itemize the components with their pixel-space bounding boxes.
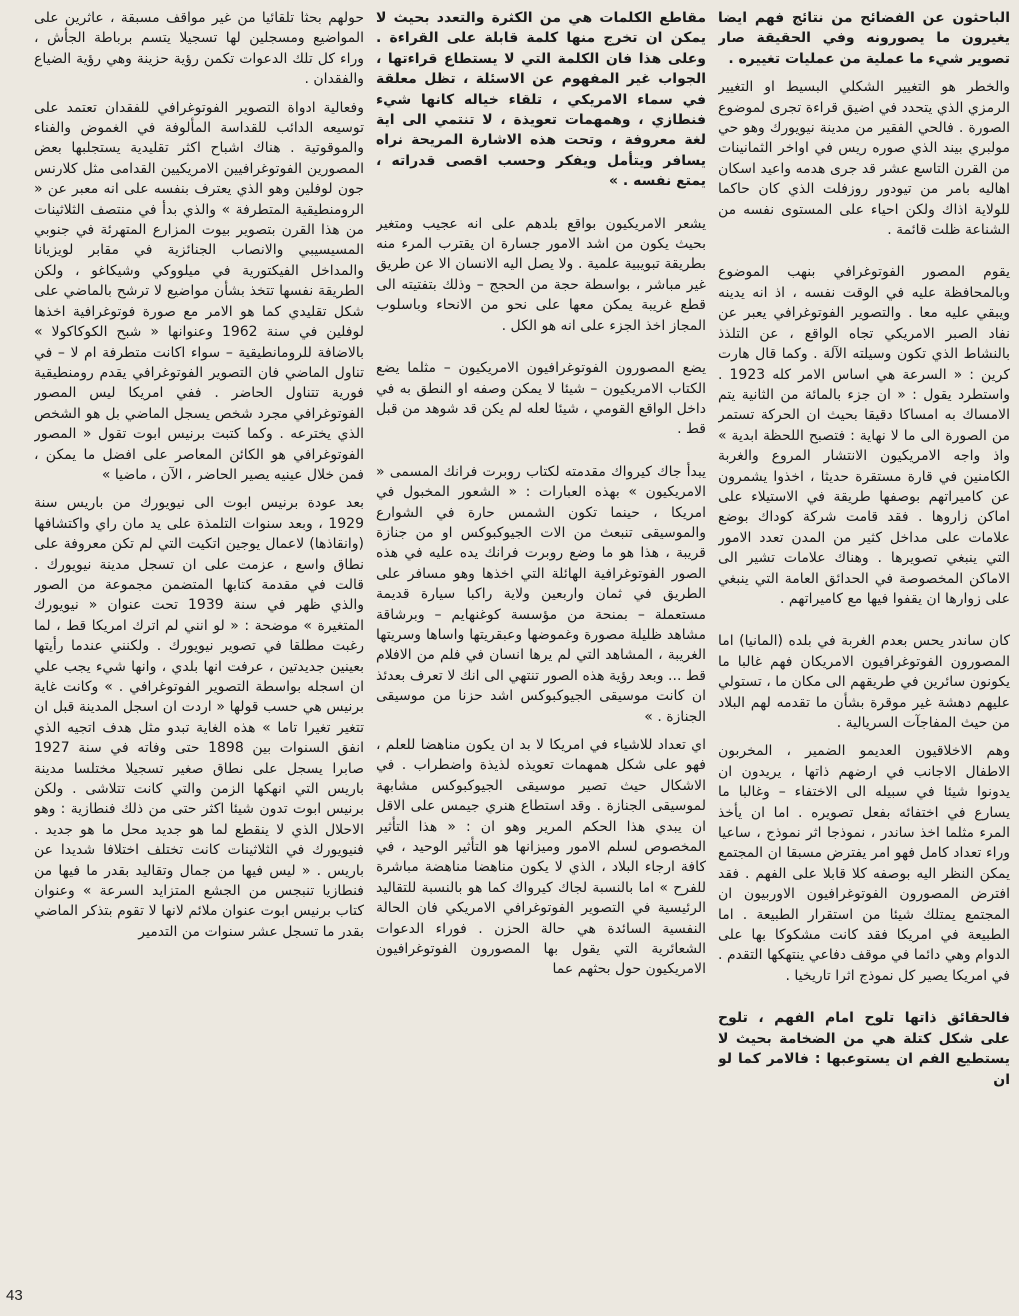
paragraph: كان ساندر يحس بعدم الغربة في بلده (المانيا) اما المصورون الفوتوغرافيون الامريكان فهم غالبا ما يكونون سائرين في طريقهم الى مكان ما ، تستولي عليهم دهشة غير موقرة بشأن ما تقدمه لهم البلاد من حيث المفاجآت السريالية . — [718, 633, 1010, 731]
text-column-left — [34, 8, 364, 1278]
paragraph: والخطر هو التغيير الشكلي البسيط او التغيير الرمزي الذي يتحدد في اضيق قراءة تجرى لموضوع الصورة . فالحي الفقير من مدينة نيويورك وهو حي مولبري بيند الذي صوره ريس في اواخر الثمانينات من القرن التاسع عشر قد جرى هدمه واعيد اسكان اهاليه بامر من تيودور روزفلت الذي كان حاكما للولاية اذاك ولكن احياء على المستوى نفسه من الشناعة ظلت قائمة . — [718, 79, 1010, 239]
paragraph: اي تعداد للاشياء في امريكا لا بد ان يكون مناهضا للعلم ، فهو على شكل همهمات تعويذه لذيذة واضطراب . في الاشكال حيث تصير موسيقى الجيوكبوكس مشابهة لموسيقى الجنازة . وقد استطاع هنري جيمس على الاقل ان يبدي هذا الحكم المرير وهو ان : « هذا التأثير المخصوص لسلم الامور وميزانها هو التأثير الوحيد ، في كافة ارجاء البلاد ، الذي لا يكون مناهضا مناهضة مباشرة للفرح » اما بالنسبة لجاك كيرواك كما هو بالنسبة للتقاليد الرئيسية في التصوير الفوتوغرافي الامريكي فان الحالة النفسية السائدة هي حالة الحزن . فوراء الدعوات الشعائرية التي يقول بها المصورون الفوتوغرافيون الامريكيون حول بحثهم عما — [376, 737, 706, 978]
text-column-middle — [376, 8, 706, 1308]
paragraph: يشعر الامريكيون بواقع بلدهم على انه عجيب ومتغير بحيث يكون من اشد الامور جسارة ان يقترب المرء منه بطريقة تبويبية علمية . ولا يصل اليه الانسان الا عن طريق غير مباشر ، بواسطة حجة من الحجج – وذلك بتفتيته الى قطع غريبة يمكن معها على نحو من الانحاء وباسلوب المجاز اخذ الجزء على انه هو الكل . — [376, 215, 706, 334]
paragraph: الباحثون عن الفضائح من نتائج فهم ايضا يغيرون ما يصورونه وفي الحقيقة صار تصوير شيء ما عملية من عمليات تغييره . — [718, 10, 1010, 67]
paragraph: بعد عودة برنيس ابوت الى نيويورك من باريس سنة 1929 ، وبعد سنوات التلمذة على يد مان راي واكتشافها (وانقاذها) لاعمال يوجين اتكيت التي لم تكن معروفة على نطاق واسع ، عزمت على ان تسجل مدينة نيويورك . قالت في مقدمة كتابها المتضمن مجموعة من الصور والذي ظهر في سنة 1939 تحت عنوان « نيويورك المتغيرة » موضحة : « لو انني لم اترك امريكا قط ، لما رغبت مطلقا في تصوير نيويورك . ولكنني عندما رأيتها بعينين جديدتين ، عرفت انها بلدي ، وانها شيء يجب علي ان اسجله بواسطة التصوير الفوتوغرافي . » وكانت غاية برنيس هي حسب قولها « اردت ان اسجل المدينة قبل ان تتغير تغيرا تاما » هذه الغاية تبدو مثل هدف اتجيه الذي انفق السنوات بين 1898 حتى وفاته في سنة 1927 صابرا يسجل على نطاق صغير تسجيلا مختلسا مدينة باريس التي انهكها الزمن والتي كانت تتلاشى . ولكن برنيس ابوت تدون شيئا اكثر حتى من ذلك فنطازية : وهو الاحلال الذي لا ينقطع لما هو جديد محل ما هو جديد . فنيويورك في الثلاثينات كانت تختلف اختلافا شديدا عن باريس . « ليس فيها من جمال وتقاليد بقدر ما فيها من فنطازيا تنبجس من الجشع المتزايد السرعة » وعنوان كتاب برنيس ابوت عنوان ملائم لانها لا تقوم بتذكر الماضي بقدر ما تسجل عشر سنوات من التدمير — [34, 495, 364, 940]
paragraph: يبدأ جاك كيرواك مقدمته لكتاب روبرت فرانك المسمى « الامريكيون » بهذه العبارات : « الشعور المخبول في امريكا ، حينما تكون الشمس حارة في الشوارع والموسيقى تنبعث من الات الجيوكبوكس او من جنازة قريبة ، هذا هو ما وضع روبرت فرانك يده عليه في هذه الصور الفوتوغرافية الهائلة التي اخذها وهو مسافر على الطريق في ثمان واربعين ولاية راكبا سيارة قديمة مستعملة – بمنحة من مؤسسة كوغنهايم – وبرشاقة مشاهد ظليلة مصورة وغموضها وعبقريتها واساها وسريتها الغريبة ، المشاهد التي لم يرها انسان في فلم من الافلام قط ... وبعد رؤية هذه الصور تنتهي الى انك لا تعرف بعدئذ ان كانت موسيقى الجيوكبوكس اشد حزنا من موسيقى الجنازة . » — [376, 463, 706, 725]
page-number: 43 — [6, 1287, 23, 1304]
paragraph: فالحقائق ذاتها تلوح امام الفهم ، تلوح على شكل كتلة هي من الضخامة بحيث لا يستطيع الفم ان يستوعبها : فالامر كما لو ان — [718, 1010, 1010, 1088]
paragraph: يقوم المصور الفوتوغرافي بنهب الموضوع وبالمحافظة عليه في الوقت نفسه ، اذ انه يدينه ويبقي عليه معا . والتصوير الفوتوغرافي يعبر عن نفاد الصبر الامريكي تجاه الواقع ، عن التلذذ بالنشاط الذي تكون وسيلته الآلة . وكما قال هارت كرين : « السرعة هي اساس الامر كله 1923 . واستطرد يقول : « ان جزء بالمائة من الثانية يتم الامساك به امساكا دقيقا بحيث ان الحركة تستمر من الصورة الى ما لا نهاية : فتصبح اللحظة ابدية » واذ واجه الامريكيون الانتشار المروع والغربة الكامنين في قارة مستقرة حديثا ، اخذوا يشمرون عن كاميراتهم بوصفها طريقة في الاستيلاء على اماكن زاروها . فقد قامت شركة كوداك بوضع علامات على مداخل كثير من المدن تعدد الامور التي ينبغي تصويرها . وهناك علامات تشير الى الاماكن المخصوصة في الحدائق العامة التي ينبغي على زوارها ان يقفوا فيها مع كاميراتهم . — [718, 264, 1010, 607]
text-column-right — [718, 8, 1010, 1308]
paragraph: وفعالية ادواة التصوير الفوتوغرافي للفقدان تعتمد على توسيعه الدائب للقداسة المألوفة في الغموض والفناء والموقوتية . هناك اشباح اكثر تقليدية يستجلبها بعض المصورين الفوتوغرافيين الامريكيين القدامى مثل كلارنس جون لوفلين وهو الذي يعترف بنفسه على انه معبر عن « الرومنطيقية المتطرفة » والذي بدأ في منتصف الثلاثينات من هذا القرن بتصوير بيوت المزارع المتهرئة في جنوبي المسيسيبي والانصاب الجنائزية في مقابر لويزيانا والمداخل الفيكتورية في ميلووكي وشيكاغو ، ولكن الطريقة نفسها تتخذ بشأن مواضيع لا ترشح بالماضي على شكل تقليدي كما هو الامر مع صورة فوتوغرافية اخذها لوفلين في سنة 1962 وعنوانها « شبح الكوكاكولا » بالاضافة للرومانطيقية – سواء اكانت متطرفة ام لا – في تناول الماضي فان التصوير الفوتوغرافي يقدم رومنطيقية فورية تتناول الحاضر . ففي امريكا ليس المصور الفوتوغرافي مجرد شخص يسجل الماضي بل هو الشخص الذي يخترعه . وكما كتبت برنيس ابوت تقول « المصور الفوتوغرافي هو الكائن المعاصر على افضل ما يمكن ، فمن خلال عينيه يصير الحاضر ، الآن ، ماضيا » — [34, 99, 364, 483]
paragraph: وهم الاخلاقيون العديمو الضمير ، المخربون الاطفال الاجانب في ارضهم ذاتها ، يريدون ان يدونوا شيئا في سبيله الى الاختفاء – وغالبا ما يسارع في اختفائه بفعل تصويره . اما ان يأخذ المرء مثلما اخذ ساندر ، نموذجا اثر نموذج ، ساعيا وراء تعداد كامل فهو امر يفترض مسبقا ان المجتمع يمكن النظر اليه بوصفه كلا قابلا على الفهم . فقد افترض المصورون الفوتوغرافيون الاوربيون ان المجتمع يمتلك شيئا من استقرار الطبيعة . اما الطبيعة في امريكا فقد كانت مشكوكا بها على الدوام وهي دائما في موقف دفاعي ينتهكها التقدم . في امريكا يصير كل نموذج اثرا تاريخيا . — [718, 743, 1010, 984]
paragraph: حولهم بحثا تلقائيا من غير مواقف مسبقة ، عاثرين على المواضيع ومسجلين لها تسجيلا يتسم برباطة الجأش ، وراء كل تلك الدعوات تكمن رؤية حزينة وهي رؤية الضياع والفقدان . — [34, 10, 364, 88]
paragraph: يضع المصورون الفوتوغرافيون الامريكيون – مثلما يضع الكتاب الامريكيون – شيئا لا يمكن وصفه او النطق به في داخل الواقع القومي ، شيئا لعله لم يكن قد شوهد من قبل قط . — [376, 360, 706, 438]
paragraph: مقاطع الكلمات هي من الكثرة والتعدد بحيث لا يمكن ان تخرج منها كلمة قابلة على القراءة . وعلى هذا فان الكلمة التي لا يستطاع قراءتها ، الجواب غير المفهوم عن الاسئلة ، تظل معلقة في سماء الامريكي ، تلقاء خياله كانها شيء فنطازي ، وهمهمات تعويذة ، لا تنتمي الى اية لغة معروفة ، وتحت هذه الاشارة المريحة نراه يسافر ويتأمل ويفكر وحسب اقصى قدراته ، يمتع نفسه . » — [376, 10, 706, 190]
